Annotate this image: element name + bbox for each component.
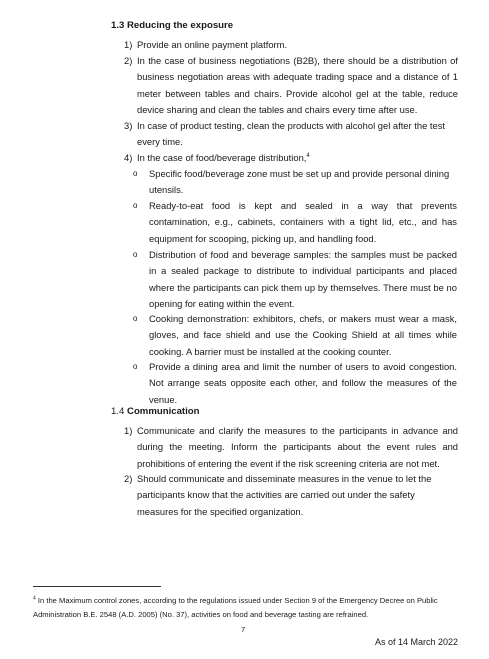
item-text: In the case of food/beverage distribution, <box>137 152 307 163</box>
section-heading-1-4 <box>111 406 200 417</box>
section-heading-1-3: 1.3 Reducing the exposure <box>111 20 234 31</box>
item-text: In the case of business negotiations (B2B), there should be a distribution of business negotiation areas with adequate trading space and a distance of 1 meter between tables and chairs. Provide alcohol gel at the table, reduce device sharing and clean the tables and chairs every time after use. <box>137 55 458 115</box>
bullet-text: Cooking demonstration: exhibitors, chefs, or makers must wear a mask, gloves, and face shield and use the Cooking Shield at all times while cooking. A barrier must be installed at the cooking counter. <box>149 313 457 357</box>
list-item-1-3-4 <box>124 150 458 166</box>
section-title: Communication <box>127 406 200 417</box>
bullet-text: Specific food/beverage zone must be set up and provide personal dining utensils. <box>149 168 450 196</box>
list-item-1-3-2 <box>124 53 458 118</box>
list-item-1-4-1 <box>124 423 458 472</box>
footnote <box>33 594 463 622</box>
bullet-marker: o <box>133 314 138 323</box>
item-number: 4) <box>124 152 133 163</box>
footnote-separator <box>33 586 161 587</box>
bullet-item-2 <box>133 198 457 247</box>
item-number: 2) <box>124 473 133 484</box>
item-number: 1) <box>124 39 133 50</box>
bullet-marker: o <box>133 250 138 259</box>
bullet-marker: o <box>133 169 138 178</box>
bullet-item-1 <box>133 166 457 199</box>
item-text: Communicate and clarify the measures to the participants in advance and during the meeting. Inform the participants about the event rules and prohibitions of entering the event if the risk screening criteria are not met. <box>137 425 458 469</box>
bullet-text: Distribution of food and beverage samples: the samples must be packed in a sealed package to distribute to individual participants and placed where the participants can pick them up by themselves. There must be no opening for eating within the event. <box>149 249 457 309</box>
footnote-text: In the Maximum control zones, according to the regulations issued under Section 9 of the Emergency Decree on Public Administration B.E. 2548 (A.D. 2005) (No. 37), activities on food and beverage tasting are refrained. <box>33 596 438 619</box>
page-number: 7 <box>241 625 246 634</box>
item-text: In case of product testing, clean the products with alcohol gel after the test every time. <box>137 120 445 148</box>
bullet-item-5 <box>133 359 457 408</box>
bullet-item-4 <box>133 311 457 360</box>
footnote-mark: 4 <box>33 595 36 602</box>
list-item-1-4-2 <box>124 471 458 520</box>
as-of-date: As of 14 March 2022 <box>375 637 459 647</box>
bullet-text: Ready-to-eat food is kept and sealed in a way that prevents contamination, e.g., cabinets, containers with a tight lid, etc., and has equipment for scooping, picking up, and handling food. <box>149 200 457 244</box>
item-number: 3) <box>124 120 133 131</box>
item-text: Should communicate and disseminate measures in the venue to let the participants know that the activities are carried out under the safety measures for the specified organization. <box>137 473 432 517</box>
bullet-text: Provide a dining area and limit the number of users to avoid congestion. Not arrange seats opposite each other, and follow the measures of the venue. <box>149 361 457 405</box>
item-number: 2) <box>124 55 133 66</box>
bullet-marker: o <box>133 362 138 371</box>
bullet-item-3 <box>133 247 457 312</box>
section-number: 1.4 <box>111 406 125 417</box>
footnote-reference[interactable]: 4 <box>306 152 310 159</box>
list-item-1-3-1 <box>124 37 458 53</box>
bullet-marker: o <box>133 201 138 210</box>
item-number: 1) <box>124 425 133 436</box>
list-item-1-3-3 <box>124 118 458 151</box>
item-text: Provide an online payment platform. <box>137 39 288 50</box>
